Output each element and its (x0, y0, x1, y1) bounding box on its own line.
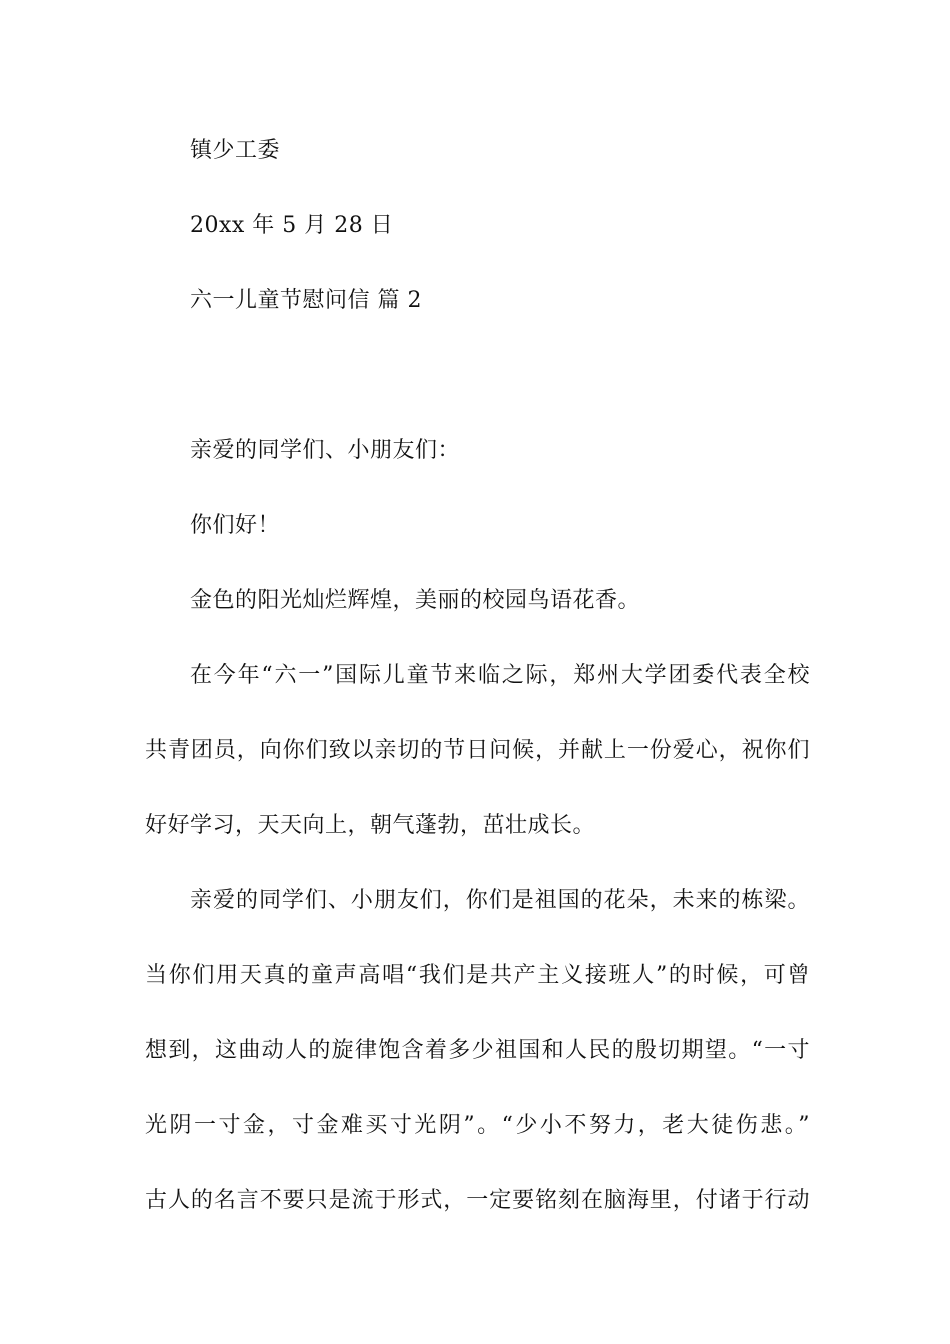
section-title: 六一儿童节慰问信 篇 2 (190, 288, 422, 313)
salutation: 亲爱的同学们、小朋友们： (190, 438, 461, 463)
paragraph-3-line-4: 光阴一寸金，寸金难买寸光阴”。“少小不努力，老大徒伤悲。” (145, 1113, 810, 1138)
paragraph-2-line-2: 共青团员，向你们致以亲切的节日问候，并献上一份爱心，祝你们 (145, 738, 810, 763)
paragraph-3-line-5: 古人的名言不要只是流于形式，一定要铭刻在脑海里，付诸于行动 (145, 1188, 810, 1213)
paragraph-3-line-3: 想到，这曲动人的旋律饱含着多少祖国和人民的殷切期望。“一寸 (145, 1038, 810, 1063)
paragraph-1-line-1: 金色的阳光灿烂辉煌，美丽的校园鸟语花香。 (190, 588, 641, 613)
greeting: 你们好！ (190, 513, 281, 538)
date-line: 20xx 年 5 月 28 日 (190, 213, 394, 238)
signature-line: 镇少工委 (190, 138, 281, 163)
paragraph-2-line-3: 好好学习，天天向上，朝气蓬勃，茁壮成长。 (145, 813, 596, 838)
paragraph-2-line-1: 在今年“六一”国际儿童节来临之际，郑州大学团委代表全校 (190, 663, 810, 688)
paragraph-3-line-2: 当你们用天真的童声高唱“我们是共产主义接班人”的时候，可曾 (145, 963, 810, 988)
paragraph-3-line-1: 亲爱的同学们、小朋友们，你们是祖国的花朵，未来的栋梁。 (190, 888, 810, 913)
